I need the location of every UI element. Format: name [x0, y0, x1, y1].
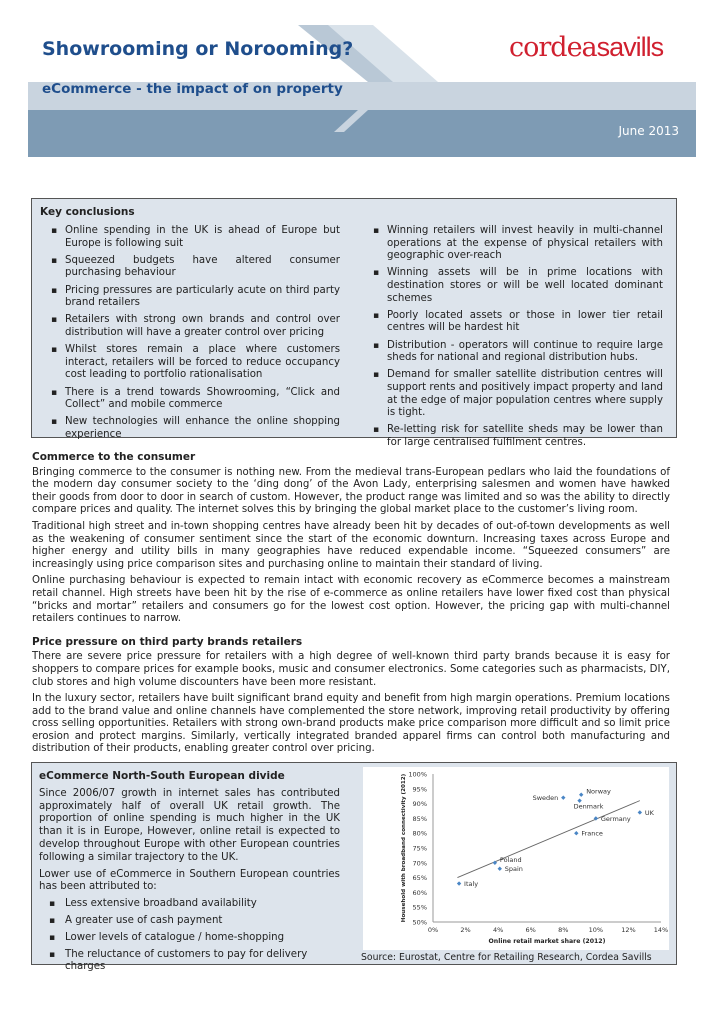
paragraph: Traditional high street and in-town shopping centres have already been hit by decades of out-of-town developments as well as the weakening of consumer sentiment since the start of the economic downturn. Increasing taxes across Europe and higher energy and utility bills in many geographies have reduced expendable income. “Squeezed consumers” are increasingly using price comparison sites and purchasing online to maintain their standard of living. — [32, 520, 670, 570]
x-tick-label: 2% — [460, 926, 471, 934]
x-tick-label: 6% — [525, 926, 536, 934]
list-item: ▪ Online spending in the UK is ahead of Europe but Europe is following suit — [46, 225, 340, 250]
list-item: ▪ Less extensive broadband availability — [39, 898, 340, 911]
paragraph: Lower use of eCommerce in Southern European countries has been attributed to: — [39, 868, 340, 893]
x-tick-label: 4% — [492, 926, 504, 934]
paragraph: Bringing commerce to the consumer is nothing new. From the medieval trans-European pedlars who laid the foundations of the modern day consumer society to the ‘ding dong’ of the Avon Lady, enterprising salesmen and women have hawked their goods from door to door in search of custom. However, the product range was limited and so was the ability to directly compare prices and quality. The internet solves this by bringing the global market place to the customer’s living room. — [32, 466, 670, 516]
y-tick-label: 75% — [412, 844, 427, 853]
y-tick-label: 95% — [412, 785, 427, 794]
key-conclusions-left-list — [46, 225, 340, 446]
x-tick-label: 10% — [588, 926, 604, 934]
list-item: ▪ Lower levels of catalogue / home-shopping — [39, 932, 340, 945]
list-item: ▪ Poorly located assets or those in lower tier retail centres will be hardest hit — [368, 310, 663, 335]
point-label-spain: Spain — [504, 865, 523, 874]
trendline — [457, 801, 639, 878]
list-item: ▪ Demand for smaller satellite distribution centres will support rents and positively impact property and land at the edge of major population centres where supply is tight. — [368, 369, 663, 419]
data-point-uk — [638, 810, 642, 814]
paragraph: There are severe price pressure for retailers with a high degree of well-known third party brands because it is easy for shoppers to compare prices for example books, music and consumer electronics. Some categories such as pharmacists, DIY, club stores and high volume discounters have been more resistant. — [32, 651, 670, 688]
paragraph: In the luxury sector, retailers have built significant brand equity and benefit from high margin operations. Premium locations add to the brand value and online channels have complemented the store network, improving retail productivity by offering cross selling opportunities. Retailers with strong own-brand products make price comparison more difficult and so limit price erosion and protect margins. Similarly, vertically integrated branded apparel firms can control both manufacturing and distribution of their products, enabling greater control over pricing. — [32, 693, 670, 755]
y-axis-label: Household with broadband connectivity (2012) — [401, 773, 407, 923]
key-conclusions-right-list — [368, 225, 663, 454]
data-point-norway — [579, 793, 583, 797]
y-tick-label: 90% — [412, 800, 427, 809]
divide-text — [39, 770, 340, 978]
data-point-france — [574, 831, 578, 835]
y-tick-label: 85% — [412, 814, 427, 823]
point-label-germany: Germany — [600, 814, 631, 823]
list-item: ▪ A greater use of cash payment — [39, 915, 340, 928]
point-label-france: France — [581, 829, 603, 838]
y-tick-label: 65% — [412, 874, 427, 883]
list-item: ▪ Whilst stores remain a place where customers interact, retailers will be forced to reduce occupancy cost leading to portfolio rationalisation — [46, 344, 340, 382]
x-tick-label: 14% — [653, 926, 669, 934]
list-item: ▪ Retailers with strong own brands and control over distribution will have a greater control over pricing — [46, 314, 340, 339]
list-item: ▪ New technologies will enhance the online shopping experience — [46, 416, 340, 441]
chart-source: Source: Eurostat, Centre for Retailing Research, Cordea Savills — [361, 952, 652, 963]
y-tick-label: 55% — [412, 903, 427, 912]
x-axis-label: Online retail market share (2012) — [488, 938, 606, 945]
divide-heading: eCommerce North-South European divide — [39, 770, 285, 782]
logo-part-a: cordea — [509, 32, 597, 63]
chart-container — [363, 767, 669, 950]
paragraph: Since 2006/07 growth in internet sales has contributed approximately half of overall UK retail growth. The proportion of online spending is much higher in the UK than it is in Europe, However, online retail is expected to develop throughout Europe with other European countries following a similar trajectory to the UK. — [39, 787, 340, 863]
list-item: ▪ There is a trend towards Showrooming, “Click and Collect” and mobile commerce — [46, 387, 340, 412]
list-item: ▪ Distribution - operators will continue to require large sheds for national and regional distribution hubs. — [368, 340, 663, 365]
y-tick-label: 60% — [412, 888, 427, 897]
north-south-divide-box — [31, 762, 677, 973]
page-title: Showrooming or Norooming? — [42, 38, 354, 60]
cordea-savills-logo — [509, 32, 663, 63]
body-text — [32, 451, 670, 760]
point-label-uk: UK — [644, 808, 654, 817]
point-label-denmark: Denmark — [573, 802, 604, 811]
x-tick-label: 0% — [427, 926, 439, 934]
x-tick-label: 12% — [621, 926, 636, 934]
logo-part-b: savills — [596, 32, 664, 62]
point-label-sweden: Sweden — [532, 794, 559, 803]
y-tick-label: 80% — [412, 829, 427, 838]
y-tick-label: 100% — [408, 770, 427, 779]
point-label-norway: Norway — [586, 787, 611, 796]
divide-bullets — [39, 898, 340, 974]
section-heading-commerce: Commerce to the consumer — [32, 451, 196, 463]
data-point-spain — [498, 867, 502, 871]
data-point-italy — [457, 881, 461, 885]
x-tick-label: 8% — [558, 926, 569, 934]
page-subtitle: eCommerce - the impact of on property — [42, 81, 343, 97]
list-item: ▪ The reluctance of customers to pay for delivery charges — [39, 949, 340, 975]
list-item: ▪ Squeezed budgets have altered consumer purchasing behaviour — [46, 255, 340, 280]
list-item: ▪ Pricing pressures are particularly acute on third party brand retailers — [46, 285, 340, 310]
y-tick-label: 70% — [412, 859, 427, 868]
key-conclusions-box — [31, 198, 677, 448]
publication-date: June 2013 — [618, 124, 679, 138]
list-item: ▪ Winning retailers will invest heavily in multi-channel operations at the expense of physical retailers with geographic over-reach — [368, 225, 663, 263]
point-label-italy: Italy — [464, 880, 479, 889]
key-conclusions-title: Key conclusions — [40, 206, 135, 218]
point-label-poland: Poland — [499, 855, 522, 864]
data-point-sweden — [561, 795, 565, 799]
broadband-vs-online-share-chart — [363, 767, 669, 950]
list-item: ▪ Re-letting risk for satellite sheds may be lower than for large centralised fulfilment centres. — [368, 424, 663, 449]
y-tick-label: 50% — [412, 918, 427, 927]
list-item: ▪ Winning assets will be in prime locations with destination stores or will be well located dominant schemes — [368, 267, 663, 305]
paragraph: Online purchasing behaviour is expected to remain intact with economic recovery as eCommerce becomes a mainstream retail channel. High streets have been hit by the rise of e-commerce as online retailers have lower fixed cost than physical “bricks and mortar” retailers and consumers go for the lowest cost option. However, the pricing gap with multi-channel retailers continues to narrow. — [32, 575, 670, 625]
section-heading-price-pressure: Price pressure on third party brands retailers — [32, 635, 303, 648]
